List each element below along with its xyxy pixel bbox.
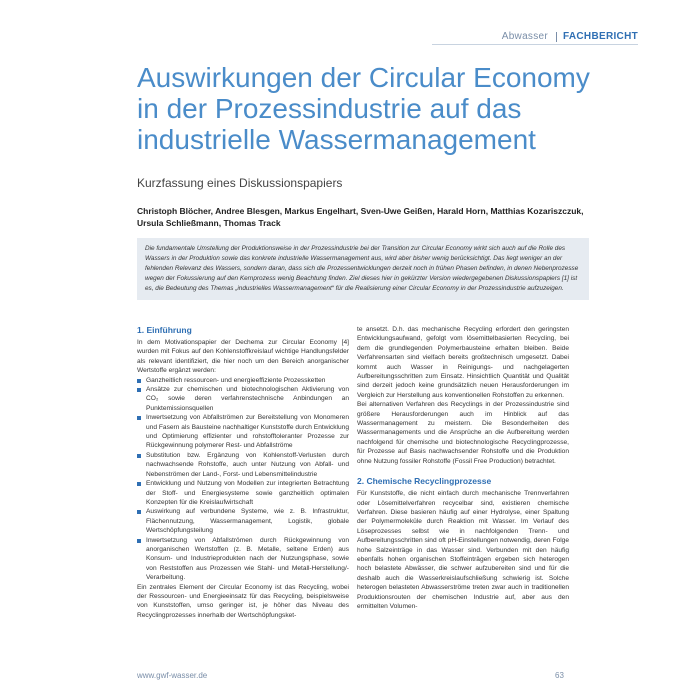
bullet-square-icon (137, 388, 141, 392)
alternative-methods-paragraph: Bei alternativen Verfahren des Recyclings in der Prozessindustrie sind größere Herausforderungen auch im Hinblick auf das Wassermanagement zu meistern. Die Besonderheiten des Wassermanagements und die Ansprüche an die Aufbereitung werden nachfolgend für chemische und biotechnologische Recyclingprozesse, für Prozesse auf Basis nachwachsender Rohstoffe und die Produktion ohne Nutzung fossiler Rohstoffe (Fossil Free Production) betrachtet. (357, 401, 569, 465)
chemical-recycling-paragraph: Für Kunststoffe, die nicht einfach durch mechanische Trennverfahren oder Lösemittelverfahren recycelbar sind, existieren chemische Verfahren. Diese basieren häufig auf einer Hydrolyse, einer Spaltung der Polymermoleküle durch Reaktion mit Wasser. Im Verlauf des Löseprozesses selbst wie in nachfolgenden Trenn- und Aufbereitungsschritten sind oft pH-Einstellungen notwendig, deren Folge hohe Salzeinträge in das Wasser sind. Verbunden mit den häufig ebenfalls hohen organischen Stoffeinträgen ergeben sich heterogen hoch belastete Abwässer, die schwer aufzubereiten sind und für die deshalb auch die Wasserkreislaufschließung schwierig ist. Solche heterogen belasteten Abwasserströme treten zwar auch in traditionellen Produktionsrouten der chemischen Industrie auf, aber aus den ermittelten Volumen- (357, 490, 569, 610)
bullet-square-icon (137, 539, 141, 543)
list-item: Ganzheitlich ressourcen- und energieeffiziente Prozessketten (137, 376, 349, 385)
page-number: 63 (555, 671, 564, 680)
bullet-square-icon (137, 510, 141, 514)
abstract-box: Die fundamentale Umstellung der Produktionsweise in der Prozessindustrie bei der Transition zur Circular Economy wirkt sich auch auf die Rolle des Wassers in der Produktion sowie das konkrete industrielle Wassermanagement aus, wird aber bisher wenig berücksichtigt. Das liegt weniger an der fehlenden Relevanz des Wassers, sondern daran, dass sich die Prozessentwicklungen derzeit noch in frühen Phasen befinden, in denen Nebenprozesse wegen der Fokussierung auf den Kernprozess wenig Beachtung finden. Ziel dieses hier in gekürzter Version wiedergegebenen Diskussionspapiers [1] ist es, die Bedeutung des Themas „industrielles Wassermanagement“ für die Realisierung einer Circular Economy in der Prozessindustrie aufzuzeigen. (137, 238, 589, 300)
bullet-square-icon (137, 379, 141, 383)
intro-paragraph: In dem Motivationspapier der Dechema zur Circular Economy [4] wurden mit Fokus auf den Kohlenstoffkreislauf wichtige Handlungsfelder als relevant identifiziert, die hier noch um den Bereich anorganischer Wertstoffe ergänzt werden: (137, 339, 349, 375)
bullet-square-icon (137, 416, 141, 420)
article-subtitle: Kurzfassung eines Diskussionspapiers (137, 176, 343, 190)
header-section: Abwasser (501, 31, 549, 42)
running-header (502, 31, 638, 42)
list-item: Inwertsetzung von Abfallströmen durch Rückgewinnung von anorganischen Wertstoffen (z. B. Metalle, seltene Erden) aus Konsum- und Industrieprodukten nach der Nutzungsphase, sowie von Reststoffen aus Prozessen wie Stahl- und Metall-Herstellung/-Verarbeitung. (137, 536, 349, 583)
list-item: Substitution bzw. Ergänzung von Kohlenstoff-Verlusten durch nachwachsende Rohstoffe, auch unter Nutzung von Abfall- und Nebenströmen der Land-, Forst- und Lebensmittelindustrie (137, 451, 349, 479)
bullet-square-icon (137, 454, 141, 458)
footer-website-link[interactable]: www.gwf-wasser.de (137, 671, 208, 680)
list-item: Ansätze zur chemischen und biotechnologischen Aktivierung von CO₂ sowie deren verfahrenstechnische Anbindungen an Punktemissionsquellen (137, 385, 349, 413)
section-heading-introduction: 1. Einführung (137, 325, 192, 335)
header-kind: FACHBERICHT (563, 31, 638, 42)
column-left (137, 325, 349, 620)
column-right (357, 325, 569, 611)
list-item: Inwertsetzung von Abfallströmen zur Bereitstellung von Monomeren und Fasern als Bausteine nachhaltiger Kunststoffe durch Entwicklung und Optimierung effizienter und rohstofftoleranter Prozesse zur Rückgewinnung polymerer Rest- und Abfallströme (137, 413, 349, 451)
article-title: Auswirkungen der Circular Economy in der Prozessindustrie auf das industrielle Wassermanagement (137, 62, 590, 155)
list-item: Entwicklung und Nutzung von Modellen zur integrierten Betrachtung der Stoff- und Energiesysteme sowie ganzheitlich optimalen Konzepten für die Kreislaufwirtschaft (137, 479, 349, 507)
list-item: Auswirkung auf verbundene Systeme, wie z. B. Infrastruktur, Flächennutzung, Wassermanagement, Logistik, globale Wertschöpfungsteilung (137, 507, 349, 535)
header-divider (556, 32, 557, 42)
closing-paragraph: Ein zentrales Element der Circular Economy ist das Recycling, wobei der Ressourcen- und Energieeinsatz für das Recycling, beispielsweise von Kunststoffen, umso geringer ist, je höher das Niveau des Recyclingprozesses innerhalb der Wertschöpfungsket- (137, 583, 349, 619)
recycling-paragraph: te ansetzt. D.h. das mechanische Recycling erfordert den geringsten Entwicklungsaufwand, gefolgt vom lösemittelbasierten Recycling, bei dem die grundlegenden Polymerbausteine erhalten bleiben. Beide Verfahrensarten sind vielfach bereits großtechnisch umgesetzt. Dabei kommt auch Wasser in Reinigungs- und nachgelagerten Aufbereitungsschritten zum Einsatz. Hinsichtlich Quantität und Qualität sind derzeit jedoch keine grundsätzlich neuen Herausforderungen im Vergleich zur Herstellung aus konventionellen Rohstoffen zu erkennen. (357, 326, 569, 399)
bullet-list (137, 376, 349, 583)
header-rule (432, 44, 638, 45)
section-heading-chemical-recycling: 2. Chemische Recyclingprozesse (357, 476, 492, 487)
author-list: Christoph Blöcher, Andree Blesgen, Markus Engelhart, Sven-Uwe Geißen, Harald Horn, Matthias Kozariszczuk, Ursula Schließmann, Thomas Track (137, 206, 584, 228)
bullet-square-icon (137, 482, 141, 486)
